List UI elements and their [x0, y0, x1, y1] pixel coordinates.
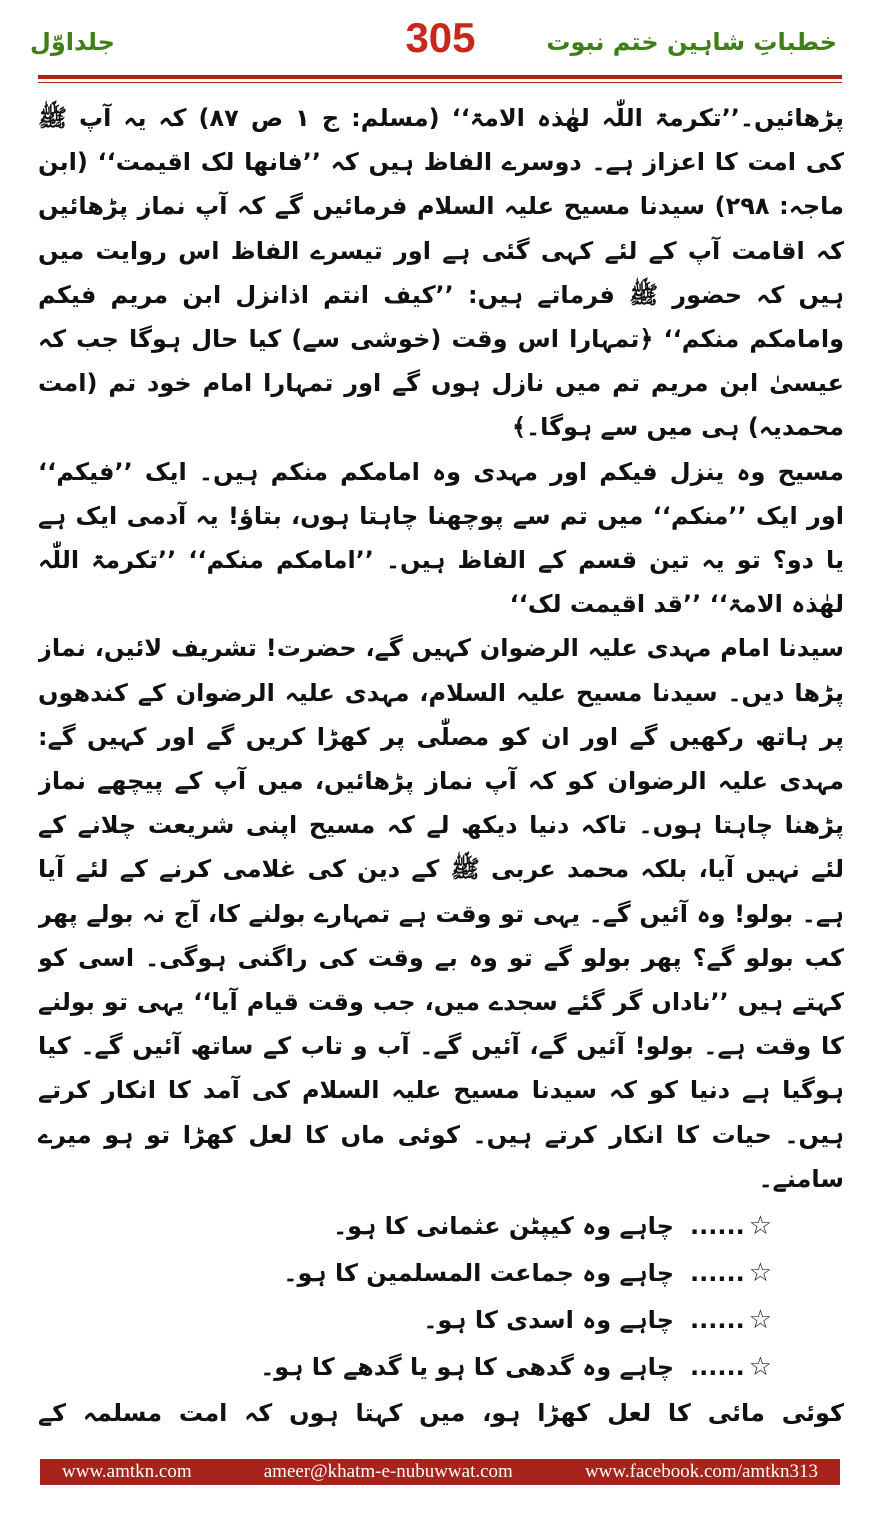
star-icon: ☆	[748, 1305, 772, 1336]
verse-line	[38, 1297, 772, 1344]
paragraph-1: پڑھائیں۔’’تکرمۃ اللّٰہ لھٰذہ الامۃ‘‘ (مسلم: ج ۱ ص ۸۷) کہ یہ آپ ﷺ کی امت کا اعزاز ہے۔ دوسرے الفاظ ہیں کہ ’’فانھا لک اقیمت‘‘ (ابن ماجہ: ۲۹۸) سیدنا مسیح علیہ السلام فرمائیں گے کہ آپ نماز پڑھائیں کہ اقامت آپ کے لئے کہی گئی ہے اور تیسرے الفاظ اس روایت میں ہیں کہ حضور ﷺ فرماتے ہیں: ’’کیف انتم اذانزل ابن مریم فیکم وامامکم منکم‘‘ ﴿تمہارا اس وقت (خوشی سے) کیا حال ہوگا جب کہ عیسیٰ ابن مریم تم میں نازل ہوں گے اور تمہارا امام خود تم (امت محمدیہ) ہی میں سے ہوگا۔﴾	[38, 104, 844, 442]
dot-leader: ......	[689, 1353, 745, 1382]
star-icon: ☆	[748, 1352, 772, 1383]
page-body	[38, 96, 844, 1441]
page-header	[0, 0, 881, 80]
star-icon: ☆	[748, 1211, 772, 1242]
star-icon: ☆	[748, 1258, 772, 1289]
verse-line	[38, 1344, 772, 1391]
dot-leader: ......	[689, 1212, 745, 1241]
verse-line	[38, 1203, 772, 1250]
book-title: خطباتِ شاہین ختم نبوت	[546, 28, 837, 56]
dot-leader: ......	[689, 1306, 745, 1335]
page-footer	[40, 1459, 840, 1485]
footer-website-link[interactable]: www.amtkn.com	[62, 1461, 192, 1482]
page-number: 305	[405, 14, 476, 61]
paragraph-3: سیدنا امام مہدی علیہ الرضوان کہیں گے، حضرت! تشریف لائیں، نماز پڑھا دیں۔ سیدنا مسیح علیہ السلام، مہدی علیہ الرضوان کے کندھوں پر ہاتھ رکھیں گے اور ان کو مصلّٰی پر کھڑا کریں گے اور کہیں گے: مہدی علیہ الرضوان کو کہ آپ نماز پڑھائیں، میں آپ کے پیچھے نماز پڑھنا چاہتا ہوں۔ تاکہ دنیا دیکھ لے کہ مسیح اپنی شریعت چلانے کے لئے نہیں آیا، بلکہ محمد عربی ﷺ کے دین کی غلامی کرنے کے لئے آیا ہے۔ بولو! وہ آئیں گے۔ یہی تو وقت ہے تمہارے بولنے کا، آج نہ بولے پھر کب بولو گے؟ پھر بولو گے تو وہ بے وقت کی راگنی ہوگی۔ اسی کو کہتے ہیں ’’ناداں گر گئے سجدے میں، جب وقت قیام آیا‘‘ یہی تو بولنے کا وقت ہے۔ بولو! آئیں گے، آئیں گے۔ آب و تاب کے ساتھ آئیں گے۔ کیا ہوگیا ہے دنیا کو کہ سیدنا مسیح علیہ السلام کی آمد کا انکار کرتے ہیں۔ حیات کا انکار کرتے ہیں۔ کوئی ماں کا لعل کھڑا تو ہو میرے سامنے۔	[38, 634, 844, 1193]
paragraph-2: مسیح وہ ینزل فیکم اور مہدی وہ امامکم منکم ہیں۔ ایک ’’فیکم‘‘ اور ایک ’’منکم‘‘ میں تم سے پوچھنا چاہتا ہوں، بتاؤ! یہ آدمی ایک ہے یا دو؟ تو یہ تین قسم کے الفاظ ہیں۔ ’’امامکم منکم‘‘ ’’تکرمۃ اللّٰہ لھٰذہ الامۃ‘‘ ’’قد اقیمت لک‘‘	[38, 457, 844, 619]
header-rule-thick	[38, 75, 842, 79]
verse-text: چاہے وہ گدھی کا ہو یا گدھے کا ہو۔	[260, 1353, 674, 1382]
closing-line: کوئی مائی کا لعل کھڑا ہو، میں کہتا ہوں کہ امت مسلمہ کے	[38, 1399, 844, 1428]
verse-text: چاہے وہ جماعت المسلمین کا ہو۔	[283, 1259, 674, 1288]
dot-leader: ......	[689, 1259, 745, 1288]
header-rule-thin	[38, 82, 842, 83]
verse-list	[38, 1203, 844, 1391]
verse-line	[38, 1250, 772, 1297]
volume-label: جلداوّل	[30, 28, 115, 56]
verse-text: چاہے وہ کیپٹن عثمانی کا ہو۔	[333, 1212, 674, 1241]
footer-facebook-link[interactable]: www.facebook.com/amtkn313	[584, 1461, 818, 1482]
footer-email-link[interactable]: ameer@khatm-e-nubuwwat.com	[263, 1461, 513, 1482]
verse-text: چاہے وہ اسدی کا ہو۔	[423, 1306, 674, 1335]
